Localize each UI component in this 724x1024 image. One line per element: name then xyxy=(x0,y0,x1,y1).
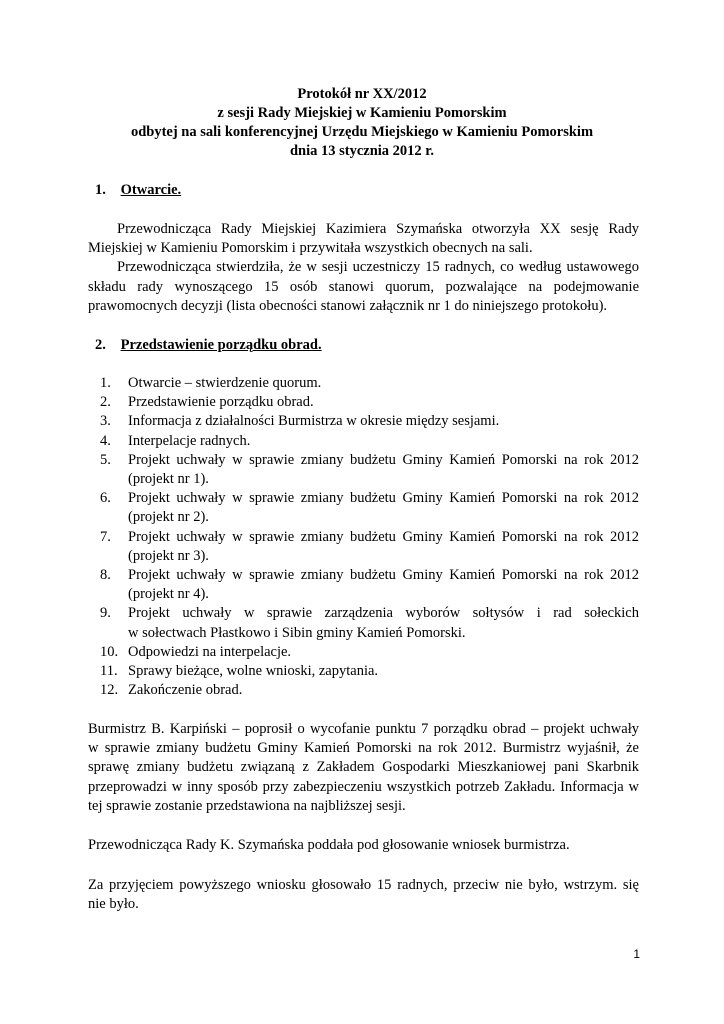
agenda-item xyxy=(100,643,639,662)
agenda-item-line: (projekt nr 4). xyxy=(128,586,209,603)
title-line-2: z sesji Rady Miejskiej w Kamieniu Pomorskim xyxy=(217,105,507,121)
agenda-item-line: Projekt uchwały w sprawie zmiany budżetu Gminy Kamień Pomorski na rok 2012 xyxy=(128,451,639,468)
agenda-item-line: Odpowiedzi na interpelacje. xyxy=(128,643,292,660)
agenda-item-number: 11. xyxy=(100,663,118,680)
agenda-item xyxy=(100,681,639,700)
agenda-item-text xyxy=(128,393,639,412)
paragraph-line: Przewodnicząca Rady Miejskiej Kazimiera Szymańska otworzyła XX sesję Rady xyxy=(117,221,639,237)
agenda-item-line: Otwarcie – stwierdzenie quorum. xyxy=(128,375,322,391)
paragraph-line: Miejskiej w Kamieniu Pomorskim i przywitała wszystkich obecnych na sali. xyxy=(88,240,533,257)
agenda-item-number: 3. xyxy=(100,413,111,430)
paragraph-line: w sprawie zmiany budżetu Gminy Kamień Pomorski na rok 2012. Burmistrz wyjaśnił, że xyxy=(88,740,639,757)
agenda-item-number: 2. xyxy=(100,394,111,411)
agenda-item-line: Interpelacje radnych. xyxy=(128,432,251,449)
document-title xyxy=(0,85,724,161)
paragraph-line: Za przyjęciem powyższego wniosku głosowało 15 radnych, przeciw nie było, wstrzym. się xyxy=(88,877,639,893)
agenda-item xyxy=(100,528,639,566)
agenda-item-line: Zakończenie obrad. xyxy=(128,682,243,699)
agenda-item-text xyxy=(128,432,639,451)
agenda-item-line: w sołectwach Płastkowo i Sibin gminy Kamień Pomorski. xyxy=(128,624,466,641)
section-2-title: Przedstawienie porządku obrad. xyxy=(120,337,322,353)
section-2-number: 2. xyxy=(95,337,106,353)
title-line-4: dnia 13 stycznia 2012 r. xyxy=(289,143,435,159)
agenda-item-text xyxy=(128,489,639,527)
agenda-item-number: 10. xyxy=(100,643,119,660)
agenda-item xyxy=(100,451,639,489)
agenda-item-text xyxy=(128,681,639,700)
agenda-item-text xyxy=(128,566,639,604)
paragraph-burmistrz xyxy=(88,720,639,816)
section-1-heading xyxy=(95,181,181,200)
agenda-item-line: Projekt uchwały w sprawie zmiany budżetu Gminy Kamień Pomorski na rok 2012 xyxy=(128,490,639,507)
paragraph-opening xyxy=(88,220,639,316)
title-line-3: odbytej na sali konferencyjnej Urzędu Miejskiego w Kamieniu Pomorskim xyxy=(130,124,594,140)
agenda-item-line: Projekt uchwały w sprawie zarządzenia wyborów sołtysów i rad sołeckich xyxy=(128,605,639,622)
agenda-item xyxy=(100,662,639,681)
agenda-item xyxy=(100,412,639,431)
agenda-item xyxy=(100,566,639,604)
agenda-item-line: Przedstawienie porządku obrad. xyxy=(128,394,314,411)
agenda-item-number: 6. xyxy=(100,490,111,507)
paragraph-vote-request xyxy=(88,836,639,855)
agenda-item-number: 5. xyxy=(100,451,111,468)
agenda-item-number: 12. xyxy=(100,682,119,699)
agenda-item xyxy=(100,393,639,412)
agenda-item-text xyxy=(128,662,639,681)
section-2-heading xyxy=(95,336,322,355)
agenda-item-text xyxy=(128,528,639,566)
paragraph-line: nie było. xyxy=(88,896,139,913)
paragraph-line: składu rady wynoszącego 15 osób stanowi quorum, pozwalające na podejmowanie xyxy=(88,278,639,295)
agenda-item xyxy=(100,604,639,642)
agenda-item-number: 9. xyxy=(100,605,111,622)
agenda-item-number: 4. xyxy=(100,432,111,449)
paragraph-vote-result xyxy=(88,876,639,914)
paragraph-line: Przewodnicząca stwierdziła, że w sesji uczestniczy 15 radnych, co według ustawowego xyxy=(117,259,639,276)
agenda-item-line: Projekt uchwały w sprawie zmiany budżetu Gminy Kamień Pomorski na rok 2012 xyxy=(128,567,639,584)
title-line-1: Protokół nr XX/2012 xyxy=(297,86,427,102)
agenda-item-text xyxy=(128,412,639,431)
agenda-item-line: (projekt nr 3). xyxy=(128,547,209,564)
section-1-number: 1. xyxy=(95,182,106,198)
agenda-item-line: (projekt nr 1). xyxy=(128,471,209,488)
agenda-list xyxy=(100,374,639,700)
agenda-item-line: Sprawy bieżące, wolne wnioski, zapytania. xyxy=(128,663,379,680)
agenda-item-text xyxy=(128,374,639,393)
agenda-item-number: 7. xyxy=(100,528,111,545)
agenda-item xyxy=(100,489,639,527)
agenda-item xyxy=(100,432,639,451)
paragraph-line: tej sprawie zostanie przedstawiona na najbliższej sesji. xyxy=(88,797,406,814)
agenda-item xyxy=(100,374,639,393)
agenda-item-line: (projekt nr 2). xyxy=(128,509,209,526)
agenda-item-text xyxy=(128,451,639,489)
paragraph-line: prawomocnych decyzji (lista obecności stanowi załącznik nr 1 do niniejszego protokołu). xyxy=(88,297,608,314)
agenda-item-text xyxy=(128,604,639,642)
page-number: 1 xyxy=(633,947,640,961)
agenda-item-line: Projekt uchwały w sprawie zmiany budżetu Gminy Kamień Pomorski na rok 2012 xyxy=(128,528,639,545)
paragraph-line: Przewodnicząca Rady K. Szymańska poddała pod głosowanie wniosek burmistrza. xyxy=(88,837,570,853)
paragraph-line: sprawę zmiany budżetu związaną z Zakładem Gospodarki Mieszkaniowej pani Skarbnik xyxy=(88,759,639,776)
agenda-item-text xyxy=(128,643,639,662)
agenda-item-line: Informacja z działalności Burmistrza w okresie między sesjami. xyxy=(128,413,500,430)
paragraph-line: przeprowadzi w inny sposób przy zabezpieczeniu wszystkich potrzeb Zakładu. Informacja w xyxy=(88,778,639,795)
paragraph-line: Burmistrz B. Karpiński – poprosił o wycofanie punktu 7 porządku obrad – projekt uchwały xyxy=(88,721,639,737)
agenda-item-number: 1. xyxy=(100,375,111,391)
agenda-item-number: 8. xyxy=(100,567,111,584)
section-1-title: Otwarcie. xyxy=(120,182,182,198)
